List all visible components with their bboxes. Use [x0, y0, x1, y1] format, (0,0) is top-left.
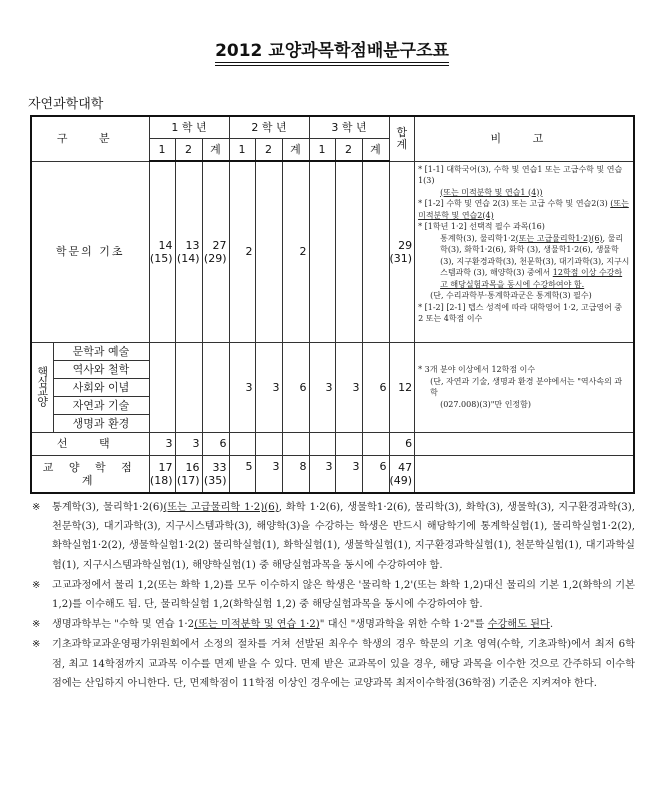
remark-elective-required: * [1학년 1·2] 선택적 필수 과목(16) [418, 222, 545, 231]
core-y1-sem2 [175, 342, 202, 432]
header-year2: 2 학 년 [229, 116, 309, 138]
elective-row [31, 432, 634, 455]
core-y3-sum: 6 [362, 342, 389, 432]
remark-1-2: * [1-2] 수학 및 연습 2(3) 또는 고급 수학 및 연습2(3) (또는 미적분학 및 연습2(4) [418, 199, 629, 220]
elective-remarks [415, 432, 634, 455]
document-title [0, 36, 664, 61]
foundation-y1-sem2: 13 (14) [175, 161, 202, 342]
sum-y3-sum: 6 [362, 455, 389, 493]
sum-label: 교 양 학 점 계 [31, 455, 149, 493]
header-year3: 3 학 년 [309, 116, 389, 138]
elective-y2-sem1 [229, 432, 255, 455]
remark-elective-courses: 통계학(3), 물리학1·2(또는 고급물리학1·2)(6), 물리학(3), 화학1·2(6), 화학 (3), 생물학1·2(6), 생물학(3), 지구환경과학(3), 천문학(3), 대기과학(3), 지구시스템과학 (3), 해양학(3) 중에서 12학점 이상 수강하고 해당실험과목을 동시에 수강하여야 함. [440, 233, 630, 289]
elective-label: 선 택 [31, 432, 149, 455]
header-y1-sem1: 1 [149, 138, 175, 161]
core-remark-2: (단, 자연과 기술, 생명과 환경 분야에서는 "역사속의 과학 [430, 376, 623, 397]
header-y1-sum: 계 [202, 138, 229, 161]
header-y3-sem1: 1 [309, 138, 335, 161]
elective-y3-sem1 [309, 432, 335, 455]
elective-y2-sum [282, 432, 309, 455]
elective-y1-sem1: 3 [149, 432, 175, 455]
header-total [389, 116, 415, 161]
foundation-y1-sum: 27 (29) [202, 161, 229, 342]
header-y1-sem2: 2 [175, 138, 202, 161]
title-text: 2012 교양과목학점배분구조표 [215, 41, 449, 61]
core-y2-sem1: 3 [229, 342, 255, 432]
remark-statistics: (단, 수리과학부·통계학과군은 통계학(3) 필수) [430, 291, 592, 300]
foundation-y3-sem1 [309, 161, 335, 342]
core-group-label: 핵심교양 [31, 342, 53, 432]
core-y1-sem1 [149, 342, 175, 432]
header-row-1 [31, 116, 634, 138]
sum-total: 47 (49) [389, 455, 415, 493]
foundation-y2-sum: 2 [282, 161, 309, 342]
core-row-1 [31, 342, 634, 360]
footnote-physics-basics: ※ 고교과정에서 물리 1,2(또는 화학 1,2)를 모두 이수하지 않은 학생은 '물리학 1,2'(또는 화학 1,2)대신 물리의 기본 1,2(화학의 기본 1,2)를 이수해도 됨. 단, 물리학실험 1,2(화학실험 1,2) 중 해당실험과목을 동시에 수강하여야 함. [32, 579, 635, 611]
header-y2-sem2: 2 [255, 138, 282, 161]
core-area-1: 문학과 예술 [53, 342, 149, 360]
elective-y3-sum [362, 432, 389, 455]
header-remarks: 비 고 [415, 116, 634, 161]
elective-total: 6 [389, 432, 415, 455]
foundation-y1-sem1: 14 (15) [149, 161, 175, 342]
core-total: 12 [389, 342, 415, 432]
core-remark-1: * 3개 분야 이상에서 12학점 이수 [418, 365, 536, 374]
foundation-total: 29 (31) [389, 161, 415, 342]
header-y3-sum: 계 [362, 138, 389, 161]
header-year1: 1 학 년 [149, 116, 229, 138]
header-y2-sum: 계 [282, 138, 309, 161]
core-area-4: 자연과 기술 [53, 396, 149, 414]
footnote-life-science-math: ※ 생명과학부는 "수학 및 연습 1·2(또는 미적분학 및 연습 1·2)" 대신 "생명과학을 위한 수학 1·2"를 수강해도 된다. [32, 619, 554, 631]
sum-y3-sem1: 3 [309, 455, 335, 493]
credit-distribution-table [30, 115, 635, 494]
foundation-y2-sem2 [255, 161, 282, 342]
footnotes [30, 498, 635, 694]
sum-y3-sem2: 3 [335, 455, 362, 493]
elective-y1-sum: 6 [202, 432, 229, 455]
college-name: 자연과학대학 [28, 97, 104, 112]
core-remark-3: (027.008)(3)"만 인정함) [440, 399, 532, 409]
sum-y2-sum: 8 [282, 455, 309, 493]
footnote-exemption: ※ 기초과학교과운영평가위원회에서 소정의 절차를 거쳐 선발된 최우수 학생의 경우 학문의 기초 영역(수학, 기초과학)에서 최저 6학점, 최고 14학점까지 교과목 이수를 면제 받을 수 있다. 면제 받은 교과목이 있을 경우, 해당 과목을 이수한 것으로 간주하되 이수학점에는 산입하지 아니한다. 단, 면제학점이 11학점 이상인 경우에는 교양과목 최저이수학점(36학점) 기준은 지켜져야 한다. [32, 639, 635, 689]
sum-y1-sem1: 17 (18) [149, 455, 175, 493]
core-area-2: 역사와 철학 [53, 360, 149, 378]
foundation-row [31, 161, 634, 342]
foundation-y2-sem1: 2 [229, 161, 255, 342]
core-area-3: 사회와 이념 [53, 378, 149, 396]
sum-y2-sem1: 5 [229, 455, 255, 493]
remark-1-1: * [1-1] 대학국어(3), 수학 및 연습1 또는 고급수학 및 연습 1(3) [418, 164, 623, 185]
footnote-lab-requirement: ※ 통계학(3), 물리학1·2(6)(또는 고급물리학 1·2)(6), 화학 1·2(6), 생물학1·2(6), 물리학(3), 화학(3), 생물학(3), 지구환경과학(3), 천문학(3), 대기과학(3), 지구시스템과학(3), 해양학(3)을 수강하는 학생은 반드시 해당학기에 통계학실험(1), 물리학실험1·2(2), 화학실험1·2(2), 생물학실험1·2(2) 물리학실험(1), 화학실험(1), 생물학실험(1), 지구환경과학실험(1), 천문학실험(1), 대기과학실험(1), 지구시스템과학실험(1), 해양학실험(1) 중 해당실험과목을 동시에 수강하여야 함. [32, 502, 635, 571]
sum-remarks [415, 455, 634, 493]
foundation-label: 학문의 기초 [31, 161, 149, 342]
sum-row [31, 455, 634, 493]
remark-1-1-alt: (또는 미적분학 및 연습1 (4)) [440, 187, 543, 197]
core-y3-sem2: 3 [335, 342, 362, 432]
header-category: 구 분 [31, 116, 149, 161]
sum-y1-sem2: 16 (17) [175, 455, 202, 493]
foundation-y3-sem2 [335, 161, 362, 342]
core-area-5: 생명과 환경 [53, 414, 149, 432]
header-y3-sem2: 2 [335, 138, 362, 161]
remark-english: * [1-2] [2-1] 텝스 성적에 따라 대학영어 1·2, 고급영어 중 2 또는 4학점 이수 [418, 302, 623, 323]
header-y2-sem1: 1 [229, 138, 255, 161]
header-total-text: 합 계 [396, 125, 408, 151]
sum-y2-sem2: 3 [255, 455, 282, 493]
foundation-y3-sum [362, 161, 389, 342]
sum-y1-sum: 33 (35) [202, 455, 229, 493]
core-y3-sem1: 3 [309, 342, 335, 432]
core-y2-sem2: 3 [255, 342, 282, 432]
elective-y2-sem2 [255, 432, 282, 455]
core-remarks [415, 342, 634, 432]
core-y1-sum [202, 342, 229, 432]
elective-y3-sem2 [335, 432, 362, 455]
foundation-remarks [415, 161, 634, 342]
elective-y1-sem2: 3 [175, 432, 202, 455]
core-y2-sum: 6 [282, 342, 309, 432]
